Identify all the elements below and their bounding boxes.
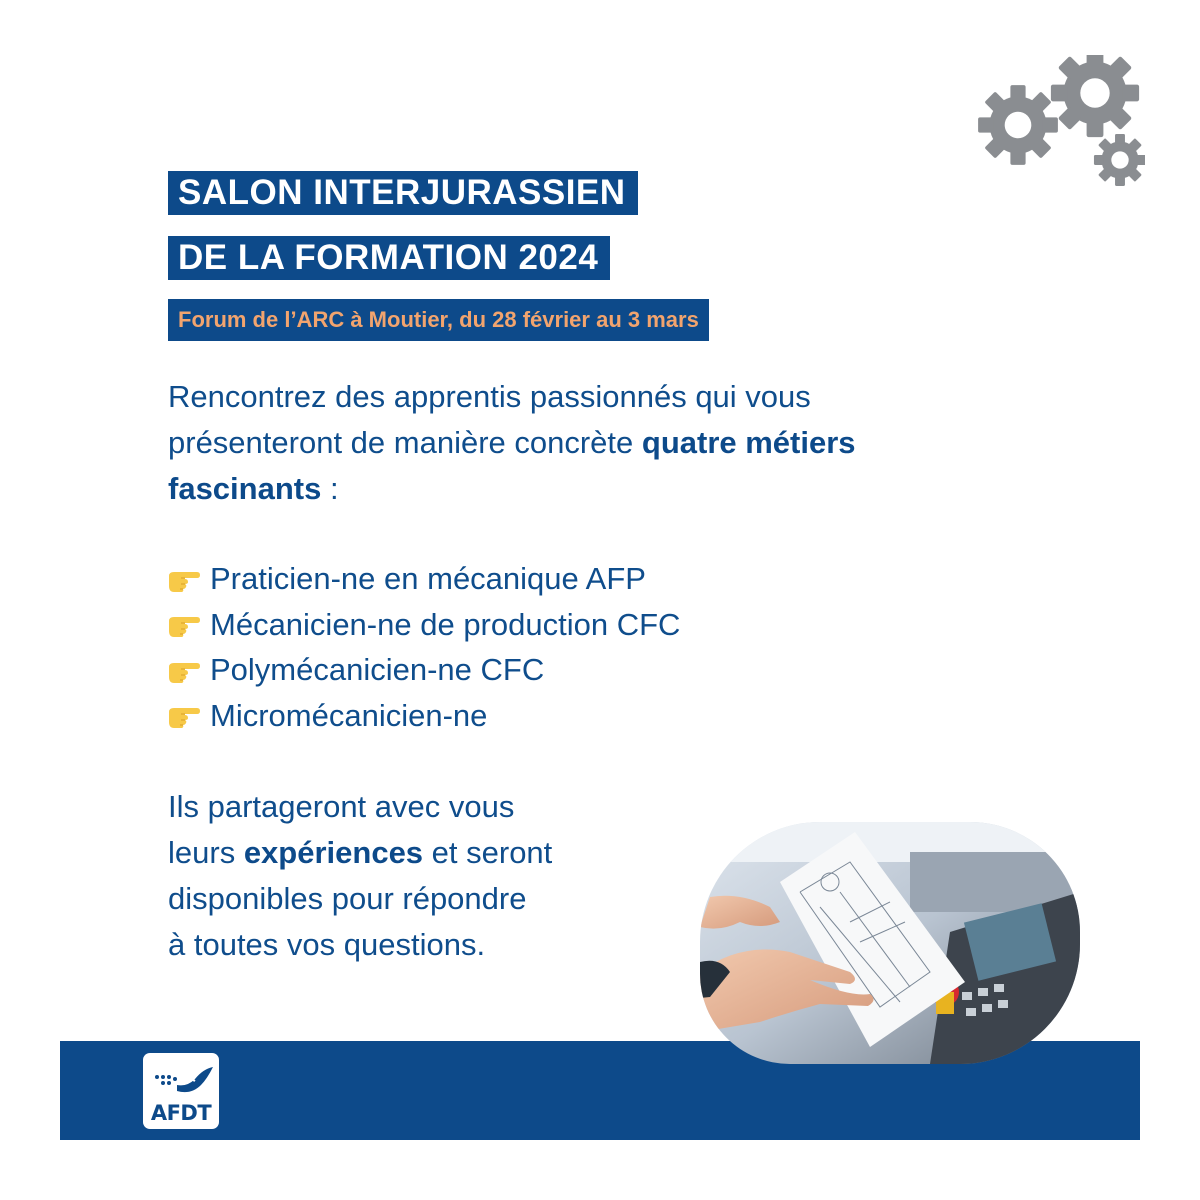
list-item <box>166 602 680 648</box>
event-subtitle: Forum de l’ARC à Moutier, du 28 février au 3 mars <box>168 299 709 341</box>
job-label: Praticien-ne en mécanique AFP <box>210 561 646 596</box>
list-item <box>166 693 680 739</box>
pointing-hand-icon <box>166 564 202 594</box>
outro-line-4: à toutes vos questions. <box>168 927 486 962</box>
outro-line-2 <box>168 830 688 876</box>
outro-line-1: Ils partageront avec vous <box>168 789 515 824</box>
outro-line-2-start: leurs <box>168 835 244 870</box>
pointing-hand-icon <box>166 655 202 685</box>
logo-text: AFDT <box>150 1101 212 1125</box>
intro-paragraph <box>168 374 988 512</box>
intro-text: Rencontrez des apprentis passionnés qui vous présenteront de manière concrète <box>168 379 811 460</box>
intro-highlight: quatre métiers fascinants <box>168 425 856 506</box>
job-label: Polymécanicien-ne CFC <box>210 652 545 687</box>
outro-paragraph <box>168 784 688 968</box>
job-label: Mécanicien-ne de production CFC <box>210 606 681 642</box>
intro-colon: : <box>321 471 339 506</box>
afdt-logo <box>143 1053 219 1129</box>
workshop-photo <box>700 822 1080 1064</box>
title-line-1: SALON INTERJURASSIEN <box>168 171 638 215</box>
job-label: Micromécanicien-ne <box>210 697 488 733</box>
title-line-2: DE LA FORMATION 2024 <box>168 236 610 280</box>
gears-icon <box>970 55 1145 195</box>
list-item <box>166 647 680 693</box>
jobs-list <box>166 556 680 738</box>
outro-highlight: expériences <box>243 835 424 870</box>
outro-line-3: disponibles pour répondre <box>168 881 527 916</box>
outro-line-2-end: et seront <box>423 835 553 870</box>
list-item <box>166 556 680 602</box>
pointing-hand-icon <box>166 609 202 639</box>
pointing-hand-icon <box>166 700 202 730</box>
